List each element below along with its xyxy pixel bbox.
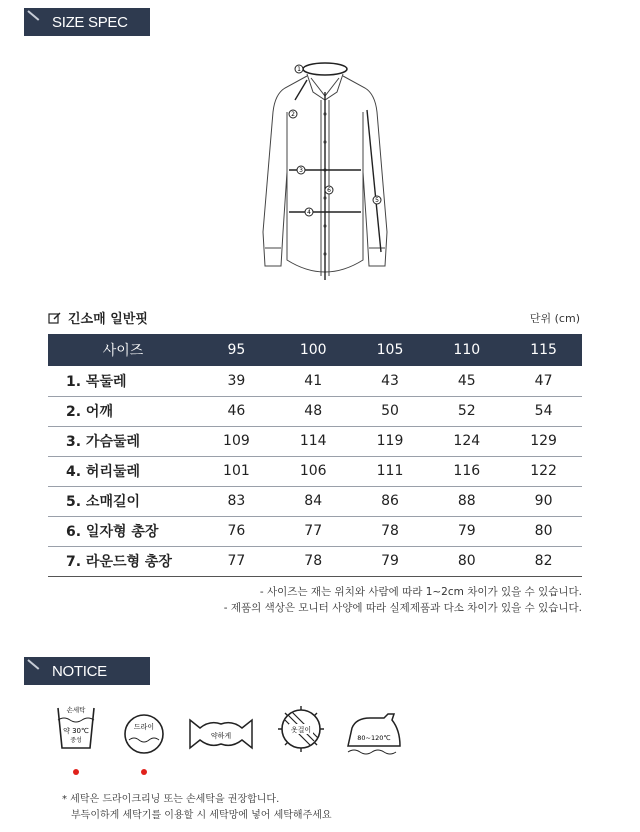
marker-2: 2 (291, 111, 295, 118)
table-cell: 86 (352, 486, 429, 516)
table-cell: 43 (352, 366, 429, 396)
size-notes (224, 584, 582, 616)
table-row (48, 456, 582, 486)
table-cell: 111 (352, 456, 429, 486)
table-cell: 129 (505, 426, 582, 456)
table-row (48, 486, 582, 516)
dry-clean-label: 드라이 (133, 723, 155, 731)
column-header: 115 (505, 334, 582, 366)
care-icons (48, 700, 408, 780)
marker-3: 3 (299, 167, 303, 174)
table-cell: 46 (198, 396, 275, 426)
table-row (48, 396, 582, 426)
table-cell: 116 (428, 456, 505, 486)
table-cell: 76 (198, 516, 275, 546)
table-cell: 124 (428, 426, 505, 456)
table-cell: 79 (428, 516, 505, 546)
table-row (48, 546, 582, 576)
table-cell: 78 (352, 516, 429, 546)
row-label: 1. 목둘레 (48, 366, 198, 396)
fit-title-text: 긴소매 일반핏 (68, 312, 148, 327)
iron-temp: 80~120℃ (357, 734, 391, 742)
note-line: - 사이즈는 재는 위치와 사람에 따라 1~2cm 차이가 있을 수 있습니다. (259, 586, 582, 598)
row-label: 5. 소매길이 (48, 486, 198, 516)
table-cell: 84 (275, 486, 352, 516)
table-cell: 80 (505, 516, 582, 546)
table-cell: 83 (198, 486, 275, 516)
wash-note-line2: 부득이하게 세탁기를 이용할 시 세탁망에 넣어 세탁해주세요 (71, 810, 332, 821)
hang-dry-label: 옷걸이 (290, 726, 312, 734)
table-cell: 122 (505, 456, 582, 486)
table-cell: 109 (198, 426, 275, 456)
hand-wash-detergent: 중성 (70, 737, 82, 744)
table-cell: 39 (198, 366, 275, 396)
marker-1: 1 (297, 66, 301, 73)
table-cell: 52 (428, 396, 505, 426)
table-cell: 114 (275, 426, 352, 456)
table-cell: 47 (505, 366, 582, 396)
hand-wash-temp: 약 30℃ (63, 727, 89, 735)
fit-title (48, 308, 148, 327)
table-cell: 82 (505, 546, 582, 576)
unit-label: 단위 (cm) (529, 312, 580, 325)
iron-icon (344, 710, 404, 756)
table-cell: 106 (275, 456, 352, 486)
table-cell: 88 (428, 486, 505, 516)
table-row (48, 516, 582, 546)
hand-wash-icon (54, 700, 98, 756)
wring-label: 약하게 (210, 732, 232, 740)
table-cell: 50 (352, 396, 429, 426)
table-cell: 45 (428, 366, 505, 396)
column-header: 105 (352, 334, 429, 366)
marker-4: 4 (307, 209, 311, 216)
row-label: 6. 일자형 총장 (48, 516, 198, 546)
header-slash-icon (24, 8, 48, 36)
table-row (48, 426, 582, 456)
row-label: 4. 허리둘레 (48, 456, 198, 486)
wash-note-line1: * 세탁은 드라이크리닝 또는 손세탁을 권장합니다. (62, 794, 280, 805)
table-cell: 90 (505, 486, 582, 516)
wring-gently-icon (188, 716, 254, 752)
table-header-row (48, 334, 582, 366)
row-label: 2. 어깨 (48, 396, 198, 426)
recommend-dot (141, 769, 147, 775)
table-cell: 101 (198, 456, 275, 486)
table-cell: 119 (352, 426, 429, 456)
column-header: 95 (198, 334, 275, 366)
fit-row (48, 308, 580, 328)
recommend-dot (73, 769, 79, 775)
size-spec-header (24, 8, 150, 36)
notice-title: NOTICE (52, 662, 107, 680)
marker-6: 6 (327, 187, 331, 194)
size-table (48, 334, 582, 577)
header-slash-icon (24, 657, 48, 685)
table-cell: 79 (352, 546, 429, 576)
table-cell: 41 (275, 366, 352, 396)
table-cell: 48 (275, 396, 352, 426)
hang-dry-icon (274, 702, 328, 756)
table-cell: 77 (198, 546, 275, 576)
edit-icon (48, 312, 62, 324)
wash-note (62, 792, 332, 824)
row-label: 7. 라운드형 총장 (48, 546, 198, 576)
dry-clean-icon (122, 712, 166, 756)
table-cell: 78 (275, 546, 352, 576)
table-cell: 80 (428, 546, 505, 576)
column-header: 100 (275, 334, 352, 366)
table-row (48, 366, 582, 396)
size-spec-title: SIZE SPEC (52, 13, 128, 31)
row-label: 3. 가슴둘레 (48, 426, 198, 456)
table-cell: 77 (275, 516, 352, 546)
hand-wash-label: 손세탁 (66, 706, 86, 714)
shirt-diagram (255, 52, 395, 292)
table-cell: 54 (505, 396, 582, 426)
marker-5: 5 (375, 197, 379, 204)
column-header: 110 (428, 334, 505, 366)
notice-header (24, 657, 150, 685)
note-line: - 제품의 색상은 모니터 사양에 따라 실제제품과 다소 차이가 있을 수 있습니다. (223, 602, 582, 614)
column-header: 사이즈 (48, 334, 198, 366)
